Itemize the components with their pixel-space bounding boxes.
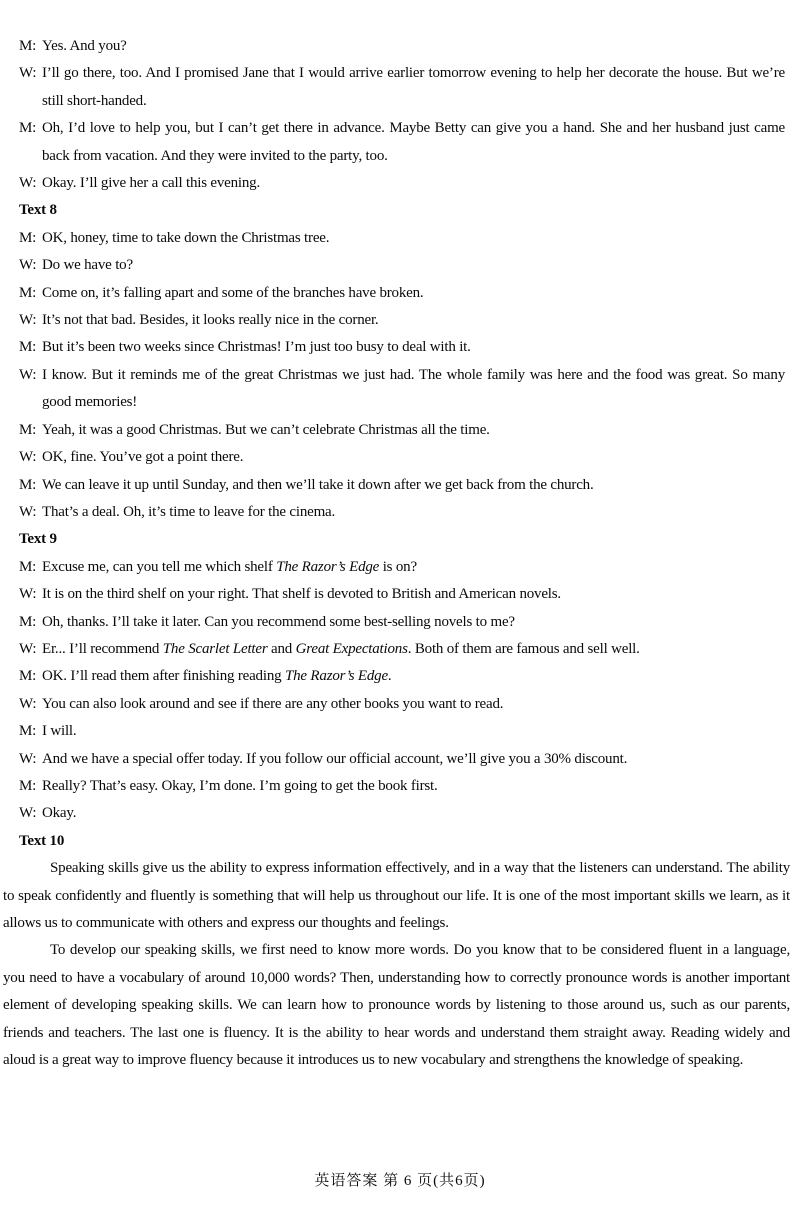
speaker-label: W: bbox=[19, 750, 37, 767]
text-segment: We can leave it up until Sunday, and then we’ll take it down after we get back from the church. bbox=[42, 476, 594, 493]
speaker-label: W: bbox=[19, 366, 37, 383]
speaker-label: M: bbox=[19, 284, 37, 301]
speaker-label: W: bbox=[19, 257, 37, 274]
dialogue-line bbox=[19, 609, 785, 636]
text-segment: OK, honey, time to take down the Christmas tree. bbox=[42, 229, 330, 246]
dialogue-line bbox=[19, 499, 785, 526]
speaker-label: M: bbox=[19, 229, 37, 246]
transcript-content bbox=[0, 33, 800, 1074]
dialogue-line bbox=[19, 115, 785, 170]
speaker-label: W: bbox=[19, 695, 37, 712]
text-segment: OK. I’ll read them after finishing reading bbox=[42, 668, 285, 685]
text-segment: Speaking skills give us the ability to express information effectively, and in a way that the listeners can understand. The ability to speak confidently and fluently is something that will help us throughout our life. It is one of the most important skills we learn, as it allows us to communicate with others and express our thoughts and feelings. bbox=[3, 860, 790, 931]
section-heading: Text 8 bbox=[19, 202, 57, 219]
dialogue-line bbox=[19, 691, 785, 718]
dialogue-line bbox=[19, 417, 785, 444]
dialogue-line bbox=[19, 307, 785, 334]
text-segment: Come on, it’s falling apart and some of the branches have broken. bbox=[42, 284, 424, 301]
text-segment: You can also look around and see if there are any other books you want to read. bbox=[42, 695, 504, 712]
speaker-label: W: bbox=[19, 640, 37, 657]
text-segment: and bbox=[267, 640, 296, 657]
speaker-label: M: bbox=[19, 613, 37, 630]
speaker-label: M: bbox=[19, 38, 37, 54]
dialogue-line bbox=[19, 33, 785, 60]
text-segment: . Both of them are famous and sell well. bbox=[407, 640, 640, 657]
text-segment: And we have a special offer today. If you follow our official account, we’ll give you a 30% discount. bbox=[42, 750, 628, 767]
dialogue-line bbox=[19, 444, 785, 471]
dialogue-line bbox=[19, 636, 785, 663]
text-segment: I’ll go there, too. And I promised Jane that I would arrive earlier tomorrow evening to help her decorate the house. But we’re still short-handed. bbox=[42, 65, 785, 109]
dialogue-line bbox=[19, 280, 785, 307]
dialogue-line bbox=[19, 773, 785, 800]
dialogue-line bbox=[19, 225, 785, 252]
dialogue-line bbox=[19, 252, 785, 279]
text-segment: Oh, I’d love to help you, but I can’t get there in advance. Maybe Betty can give you a hand. She and her husband just came back from vacation. And they were invited to the party, too. bbox=[42, 120, 785, 164]
speaker-label: M: bbox=[19, 668, 37, 685]
speaker-label: M: bbox=[19, 723, 37, 740]
text-segment: is on? bbox=[379, 558, 417, 575]
section-heading: Text 10 bbox=[19, 832, 65, 849]
speaker-label: M: bbox=[19, 476, 37, 493]
text-segment: To develop our speaking skills, we first need to know more words. Do you know that to be considered fluent in a language, you need to have a vocabulary of around 10,000 words? Then, understanding how to correctly pronounce words is another important element of developing speaking skills. We can learn how to pronounce words by listening to those around us, such as our parents, friends and teachers. The last one is fluency. It is the ability to hear words and understand them straight away. Reading widely and aloud is a great way to improve fluency because it introduces us to new vocabulary and strengthens the knowledge of speaking. bbox=[3, 942, 790, 1069]
dialogue-line bbox=[19, 581, 785, 608]
text-segment: Do we have to? bbox=[42, 257, 133, 274]
dialogue-line bbox=[19, 170, 785, 197]
text-segment: Oh, thanks. I’ll take it later. Can you recommend some best-selling novels to me? bbox=[42, 613, 515, 630]
dialogue-line bbox=[19, 334, 785, 361]
text-segment: I will. bbox=[42, 723, 77, 740]
text-segment: Yeah, it was a good Christmas. But we can’t celebrate Christmas all the time. bbox=[42, 421, 490, 438]
dialogue-line bbox=[19, 800, 785, 827]
text-segment: Yes. And you? bbox=[42, 38, 127, 54]
dialogue-line bbox=[19, 663, 785, 690]
speaker-label: W: bbox=[19, 503, 37, 520]
text-segment: Okay. bbox=[42, 805, 77, 822]
dialogue-line bbox=[19, 60, 785, 115]
speaker-label: W: bbox=[19, 312, 37, 329]
text-segment: . bbox=[387, 668, 392, 685]
text-segment: Excuse me, can you tell me which shelf bbox=[42, 558, 277, 575]
dialogue-line bbox=[19, 362, 785, 417]
text-segment: I know. But it reminds me of the great Christmas we just had. The whole family was here and the food was great. So many good memories! bbox=[42, 366, 785, 411]
text-segment: Er... I’ll recommend bbox=[42, 640, 163, 657]
speaker-label: M: bbox=[19, 120, 37, 137]
speaker-label: M: bbox=[19, 339, 37, 356]
footer-page-indicator: 英语答案 第 6 页(共6页) bbox=[314, 1173, 486, 1189]
book-title: The Razor’s Edge bbox=[284, 668, 388, 685]
book-title: Great Expectations bbox=[295, 640, 408, 657]
text-segment: It’s not that bad. Besides, it looks really nice in the corner. bbox=[42, 312, 379, 329]
text-segment: That’s a deal. Oh, it’s time to leave for the cinema. bbox=[42, 503, 336, 520]
dialogue-line bbox=[19, 746, 785, 773]
text-segment: Really? That’s easy. Okay, I’m done. I’m going to get the book first. bbox=[42, 777, 438, 794]
speaker-label: W: bbox=[19, 586, 37, 603]
speaker-label: M: bbox=[19, 777, 37, 794]
section-heading: Text 9 bbox=[19, 531, 57, 548]
dialogue-line bbox=[19, 554, 785, 581]
page-footer bbox=[0, 1169, 800, 1219]
speaker-label: W: bbox=[19, 449, 37, 466]
speaker-label: W: bbox=[19, 175, 37, 192]
text-segment: It is on the third shelf on your right. That shelf is devoted to British and American novels. bbox=[42, 586, 561, 603]
speaker-label: W: bbox=[19, 65, 37, 82]
book-title: The Razor’s Edge bbox=[276, 558, 380, 575]
dialogue-line bbox=[19, 718, 785, 745]
text-segment: Okay. I’ll give her a call this evening. bbox=[42, 175, 261, 192]
text-segment: But it’s been two weeks since Christmas! I’m just too busy to deal with it. bbox=[42, 339, 471, 356]
speaker-label: W: bbox=[19, 805, 37, 822]
monologue-paragraph bbox=[3, 937, 790, 1074]
monologue-paragraph bbox=[3, 855, 790, 937]
book-title: The Scarlet Letter bbox=[162, 640, 268, 657]
text-segment: OK, fine. You’ve got a point there. bbox=[42, 449, 244, 466]
speaker-label: M: bbox=[19, 421, 37, 438]
speaker-label: M: bbox=[19, 558, 37, 575]
dialogue-line bbox=[19, 472, 785, 499]
